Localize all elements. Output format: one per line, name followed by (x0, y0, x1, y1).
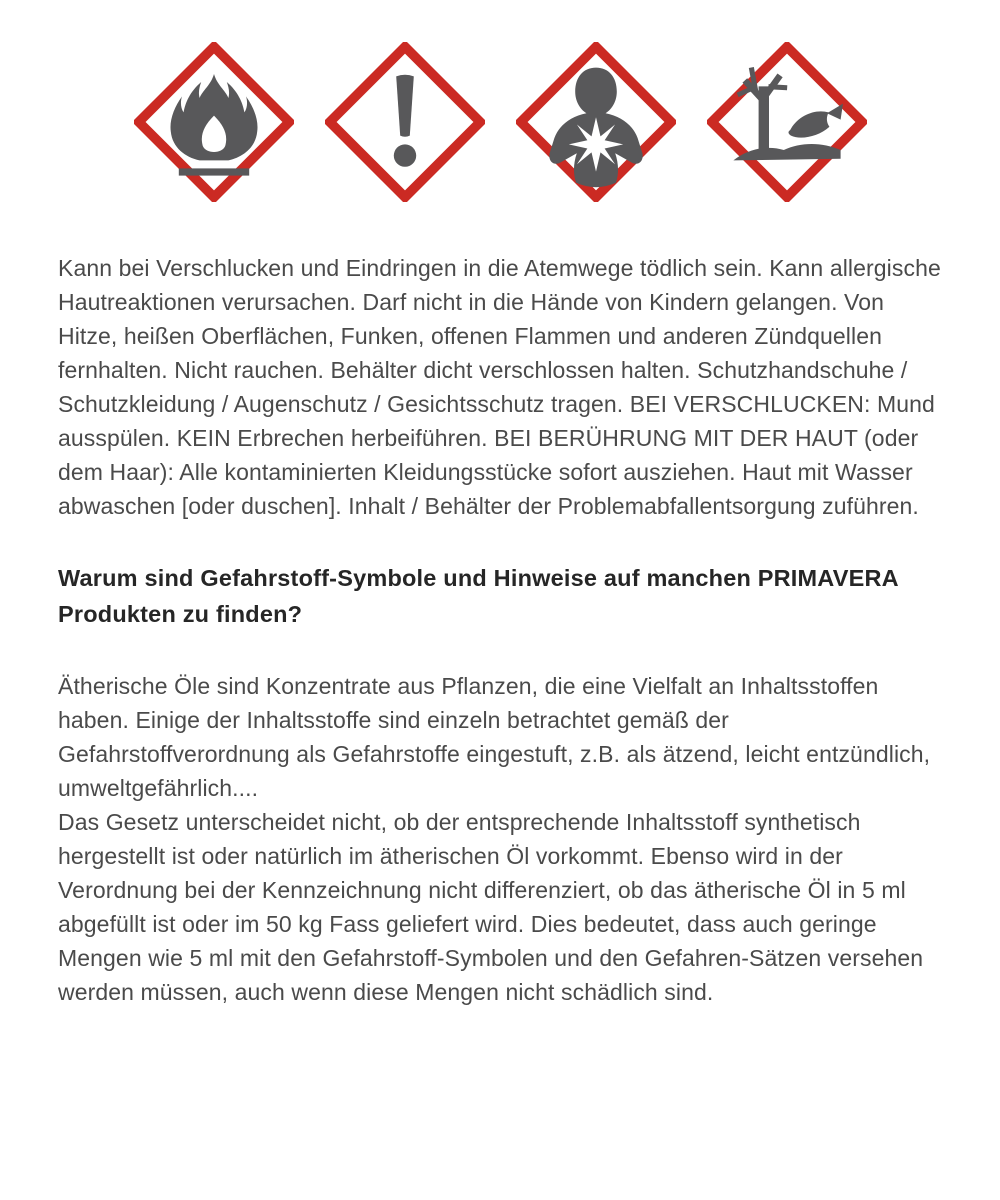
flammable-icon (134, 42, 294, 202)
hazard-statements-paragraph: Kann bei Verschlucken und Eindringen in die Atemwege tödlich sein. Kann allergische Hautreaktionen verursachen. Darf nicht in die Hände von Kindern gelangen. Von Hitze, heißen Oberflächen, Funken, offenen Flammen und anderen Zündquellen fernhalten. Nicht rauchen. Behälter dicht verschlossen halten. Schutzhandschuhe / Schutzkleidung / Augenschutz / Gesichtsschutz tragen. BEI VERSCHLUCKEN: Mund ausspülen. KEIN Erbrechen herbeiführen. BEI BERÜHRUNG MIT DER HAUT (oder dem Haar): Alle kontaminierten Kleidungsstücke sofort ausziehen. Haut mit Wasser abwaschen [oder duschen]. Inhalt / Behälter der Problemabfallentsorgung zuführen. (58, 255, 941, 519)
ghs-pictogram-row (0, 0, 1000, 202)
environmental-hazard-icon (707, 42, 867, 202)
health-hazard-icon (516, 42, 676, 202)
exclamation-mark-icon (325, 42, 485, 202)
info-paragraph-1: Ätherische Öle sind Konzentrate aus Pflanzen, die eine Vielfalt an Inhaltsstoffen haben. Einige der Inhaltsstoffe sind einzeln betrachtet gemäß der Gefahrstoffverordnung als Gefahrstoffe eingestuft, z.B. als ätzend, leicht entzündlich, umweltgefährlich.... (58, 673, 931, 801)
info-paragraph-2: Das Gesetz unterscheidet nicht, ob der entsprechende Inhaltsstoff synthetisch hergestellt ist oder natürlich im ätherischen Öl vorkommt. Ebenso wird in der Verordnung bei der Kennzeichnung nicht differenziert, ob das ätherische Öl in 5 ml abgefüllt ist oder im 50 kg Fass geliefert wird. Dies bedeutet, dass auch geringe Mengen wie 5 ml mit den Gefahrstoff-Symbolen und den Gefahren-Sätzen versehen werden müssen, auch wenn diese Mengen nicht schädlich sind. (58, 809, 924, 1005)
section-heading: Warum sind Gefahrstoff-Symbole und Hinweise auf manchen PRIMAVERA Produkten zu finden? (58, 565, 898, 627)
text-column (58, 251, 946, 1009)
